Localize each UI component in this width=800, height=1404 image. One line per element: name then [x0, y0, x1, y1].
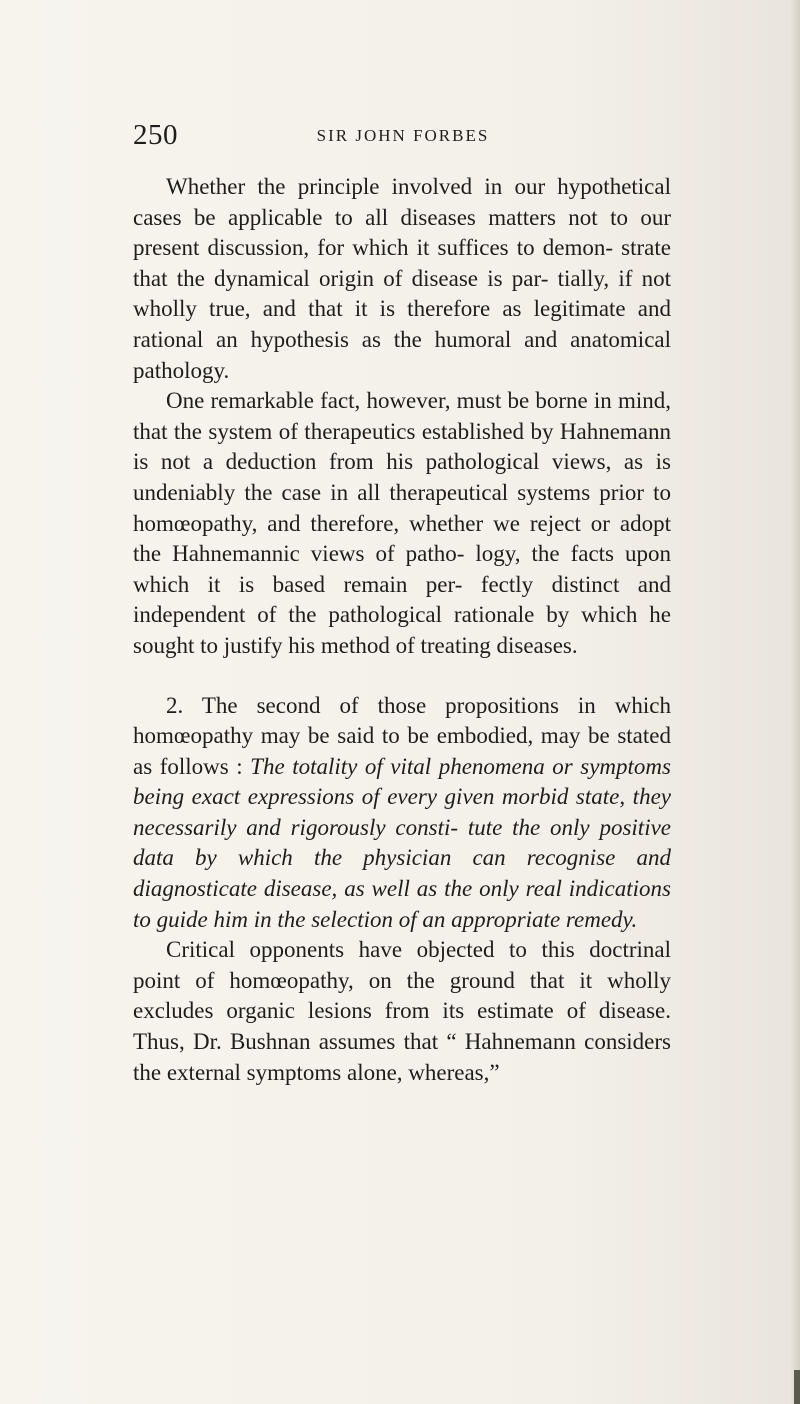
page-header	[133, 119, 673, 159]
page-edge-shadow	[790, 0, 800, 1404]
paragraph-3-intro: 2. The second of those propositions in which homœopathy may be said to be embodied, may be stated as follows :	[133, 692, 671, 779]
paragraph-1: Whether the principle involved in our hypothetical cases be applicable to all diseases matters not to our present discussion, for which it suffices to demon- strate that the dynamical origin of disease is par- tially, if not wholly true, and that it is therefore as legitimate and rational an hypothesis as the humoral and anatomical pathology.	[133, 174, 671, 383]
paragraph-2: One remarkable fact, however, must be borne in mind, that the system of therapeutics established by Hahnemann is not a deduction from his pathological views, as is undeniably the case in all therapeutical systems prior to homœopathy, and therefore, whether we reject or adopt the Hahnemannic views of patho- logy, the facts upon which it is based remain per- fectly distinct and independent of the pathological rationale by which he sought to justify his method of treating diseases.	[133, 388, 671, 658]
paragraph-3-italic-proposition: The totality of vital phenomena or symptoms being exact expressions of every given morbid state, they necessarily and rigorously consti- tute the only positive data by which the physician can recognise and diagnosticate disease, as well as the only real indications to guide him in the selection of an appropriate remedy.	[133, 753, 671, 932]
paragraph-4: Critical opponents have objected to this doctrinal point of homœopathy, on the ground that it wholly excludes organic lesions from its estimate of disease. Thus, Dr. Bushnan assumes that “ Hahnemann considers the external symptoms alone, whereas,”	[133, 937, 671, 1085]
page-edge-tab	[794, 1370, 800, 1404]
paragraph-3	[133, 691, 671, 936]
body-text	[133, 172, 671, 1088]
running-head: SIR JOHN FORBES	[316, 126, 490, 145]
page-number: 250	[133, 119, 178, 151]
paragraph-gap	[133, 662, 671, 691]
